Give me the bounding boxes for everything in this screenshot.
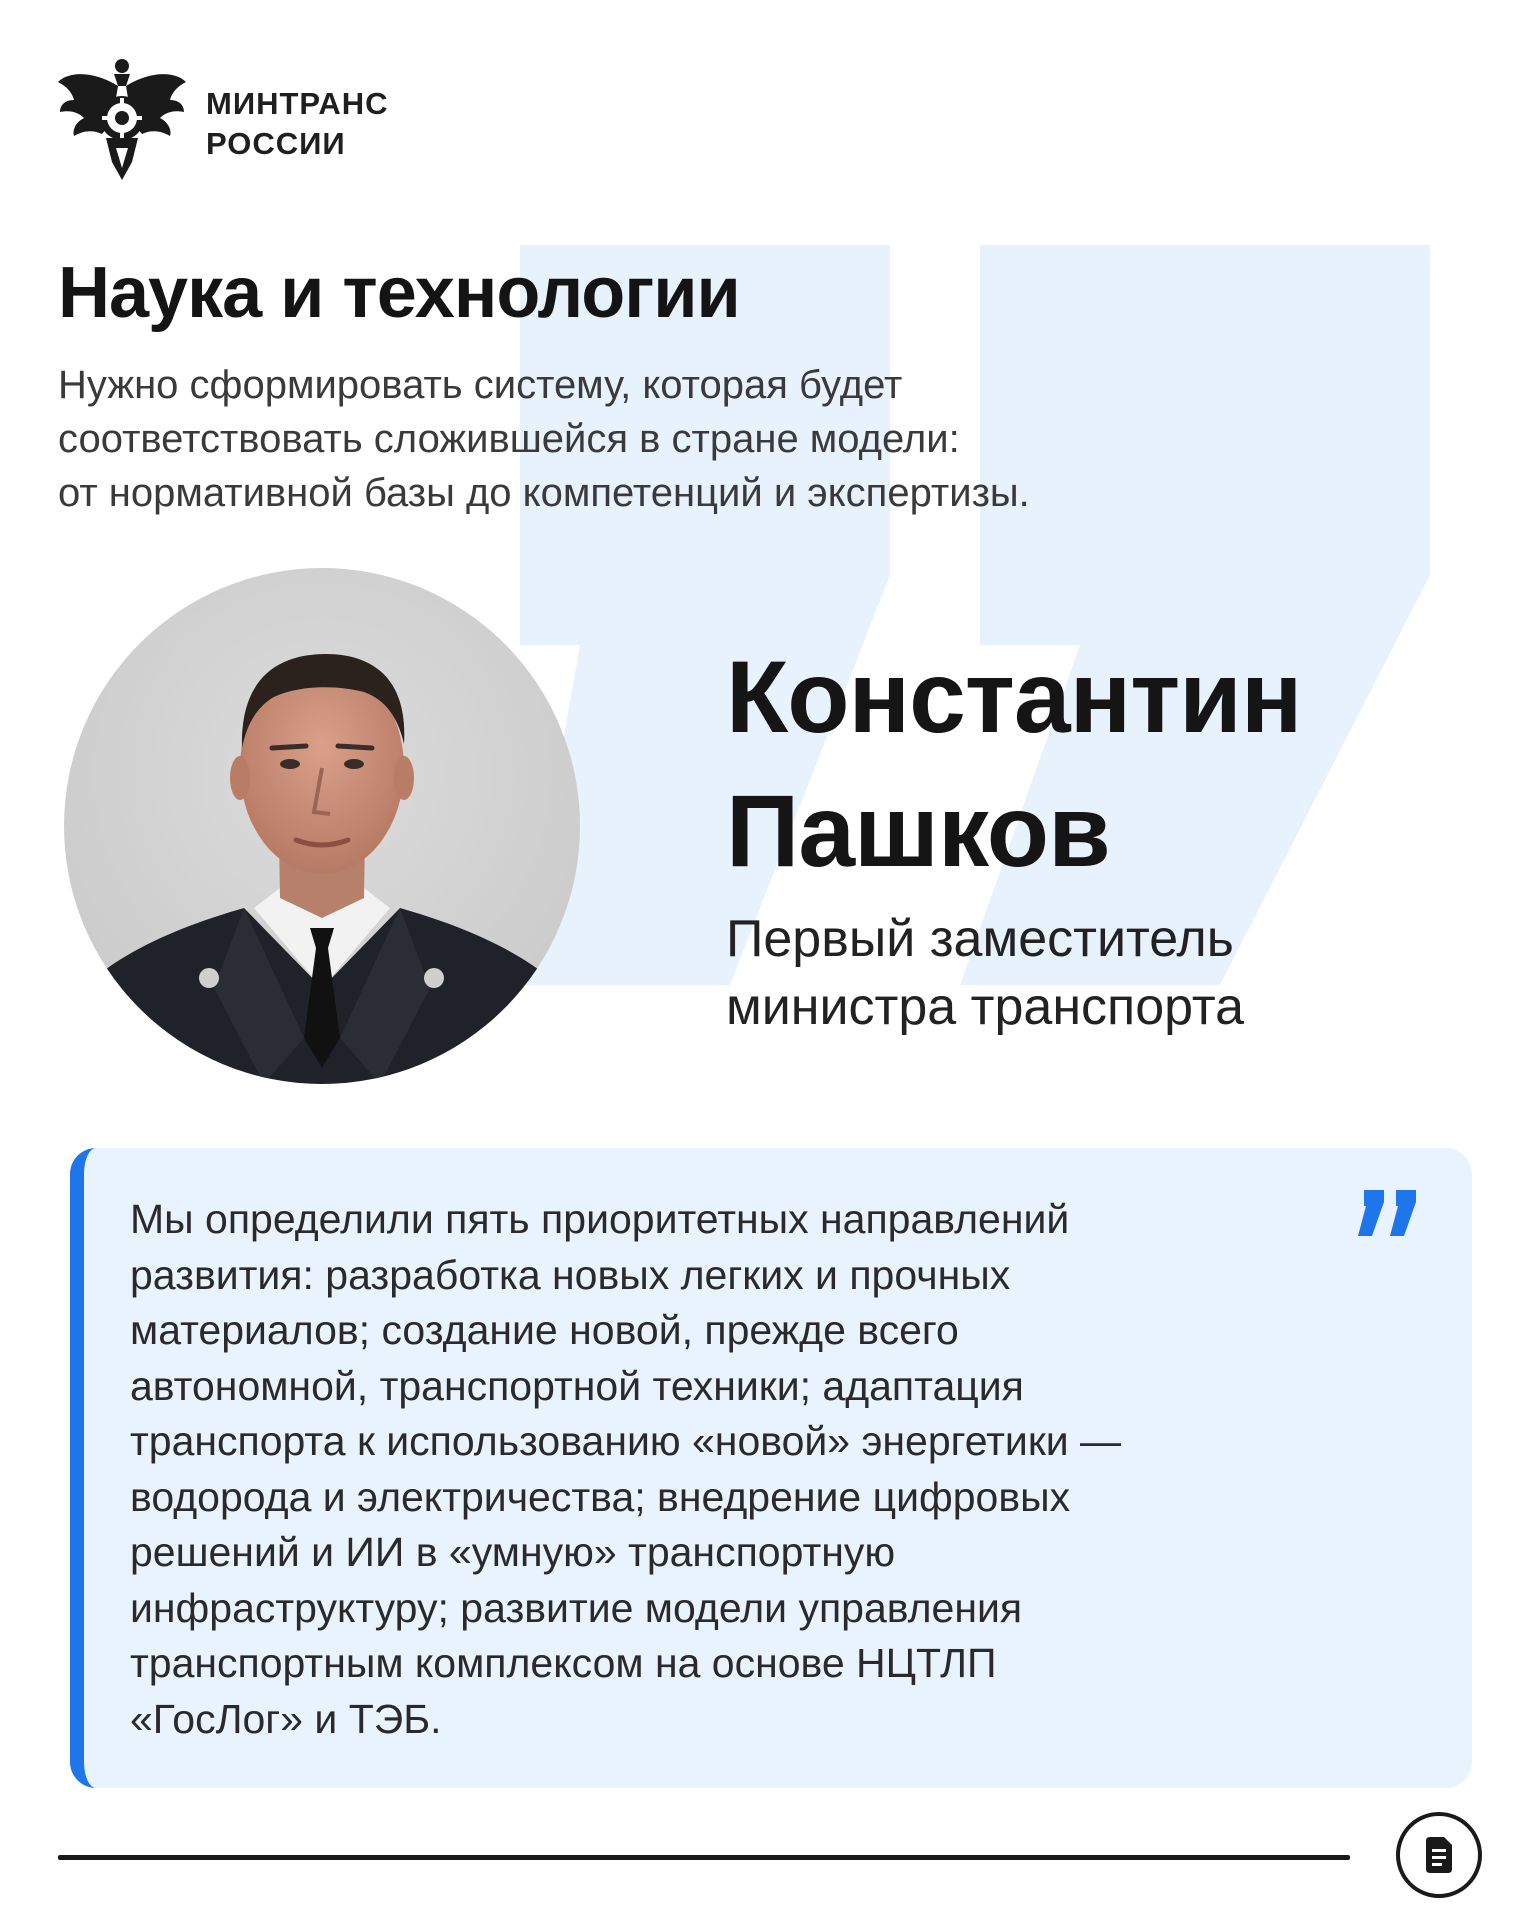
quote-line: водорода и электричества; внедрение цифровых bbox=[130, 1473, 1071, 1520]
person-first-name: Константин bbox=[726, 640, 1302, 754]
document-icon bbox=[1422, 1837, 1456, 1873]
brand-line-1: МИНТРАНС bbox=[206, 86, 389, 121]
quote-line: транспорта к использованию «новой» энергетики — bbox=[130, 1418, 1122, 1464]
quote-text bbox=[130, 1192, 1380, 1747]
quote-line: инфраструктуру; развитие модели управления bbox=[130, 1584, 1023, 1631]
role-line: Первый заместитель bbox=[726, 910, 1234, 968]
quote-line: автономной, транспортной техники; адаптация bbox=[130, 1362, 1024, 1409]
subtitle-line: от нормативной базы до компетенций и экспертизы. bbox=[58, 471, 1030, 515]
quote-line: материалов; создание новой, прежде всего bbox=[130, 1307, 959, 1353]
person-last-name: Пашков bbox=[726, 774, 1110, 888]
quote-line: Мы определили пять приоритетных направлений bbox=[130, 1196, 1070, 1242]
portrait-photo bbox=[64, 568, 580, 1084]
subtitle-line: соответствовать сложившейся в стране модели: bbox=[58, 417, 960, 461]
subtitle-line: Нужно сформировать систему, которая будет bbox=[58, 363, 903, 407]
brand-wordmark bbox=[206, 84, 389, 164]
emblem-icon bbox=[56, 52, 188, 184]
quote-line: «ГосЛог» и ТЭБ. bbox=[130, 1695, 442, 1742]
quote-line: развития: разработка новых легких и прочных bbox=[130, 1251, 1011, 1298]
page-subtitle bbox=[58, 358, 1348, 520]
quote-line: решений и ИИ в «умную» транспортную bbox=[130, 1529, 896, 1575]
brand-line-2: РОССИИ bbox=[206, 126, 346, 161]
footer-divider bbox=[58, 1855, 1350, 1860]
role-line: министра транспорта bbox=[726, 978, 1245, 1036]
quote-line: транспортным комплексом на основе НЦТЛП bbox=[130, 1640, 997, 1686]
person-name bbox=[726, 630, 1301, 898]
person-role bbox=[726, 905, 1244, 1041]
document-button[interactable] bbox=[1396, 1812, 1482, 1898]
page-title: Наука и технологии bbox=[58, 253, 740, 333]
